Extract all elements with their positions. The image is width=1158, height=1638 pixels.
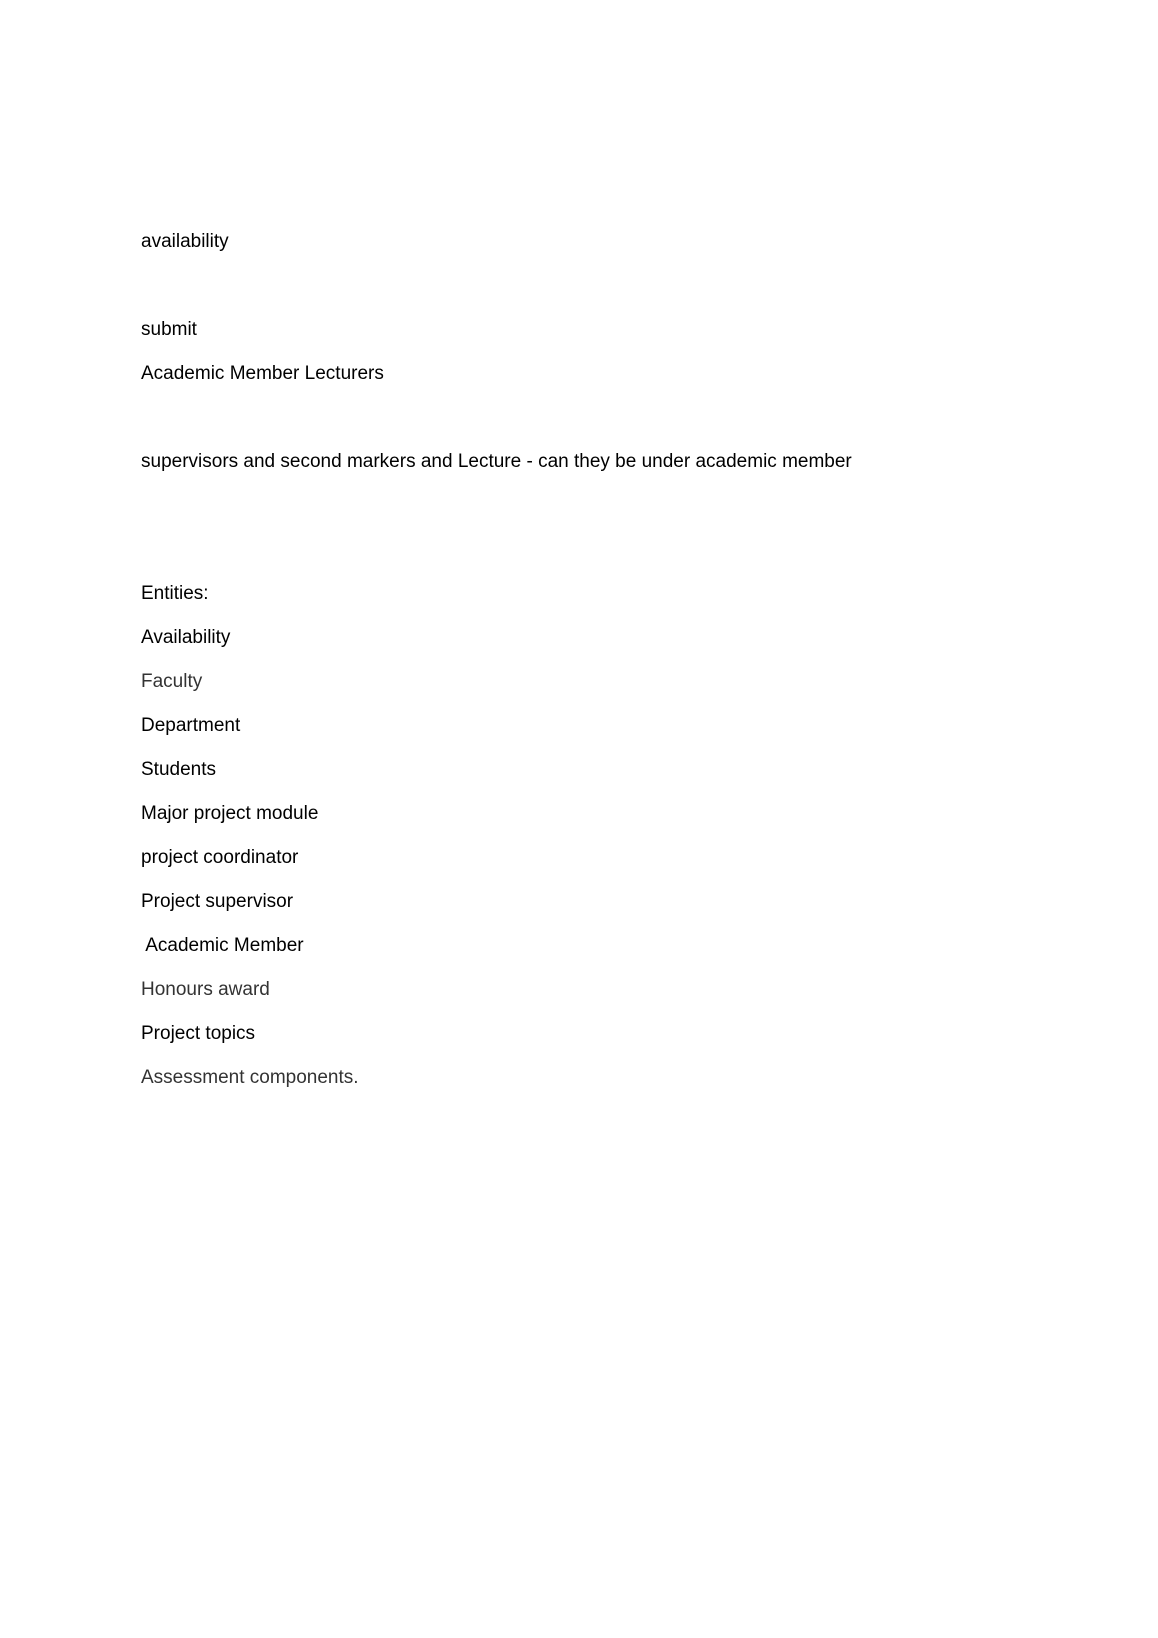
entities-heading: Entities: <box>141 583 209 604</box>
note-availability: availability <box>141 231 229 252</box>
entity-item: Major project module <box>141 803 319 824</box>
entity-item: Academic Member <box>141 935 304 956</box>
entity-item: Project topics <box>141 1023 256 1044</box>
entity-item: Availability <box>141 627 231 648</box>
entity-item: Faculty <box>141 671 203 692</box>
entity-item: Department <box>141 715 241 736</box>
note-academic-member-lecturers: Academic Member Lecturers <box>141 363 384 384</box>
note-supervisors-question: supervisors and second markers and Lecture - can they be under academic member <box>141 451 852 472</box>
entity-item: project coordinator <box>141 847 299 868</box>
entity-item: Honours award <box>141 979 270 1000</box>
entity-item: Students <box>141 759 216 780</box>
entity-item: Project supervisor <box>141 891 294 912</box>
note-submit: submit <box>141 319 197 340</box>
entity-item: Assessment components. <box>141 1067 359 1088</box>
